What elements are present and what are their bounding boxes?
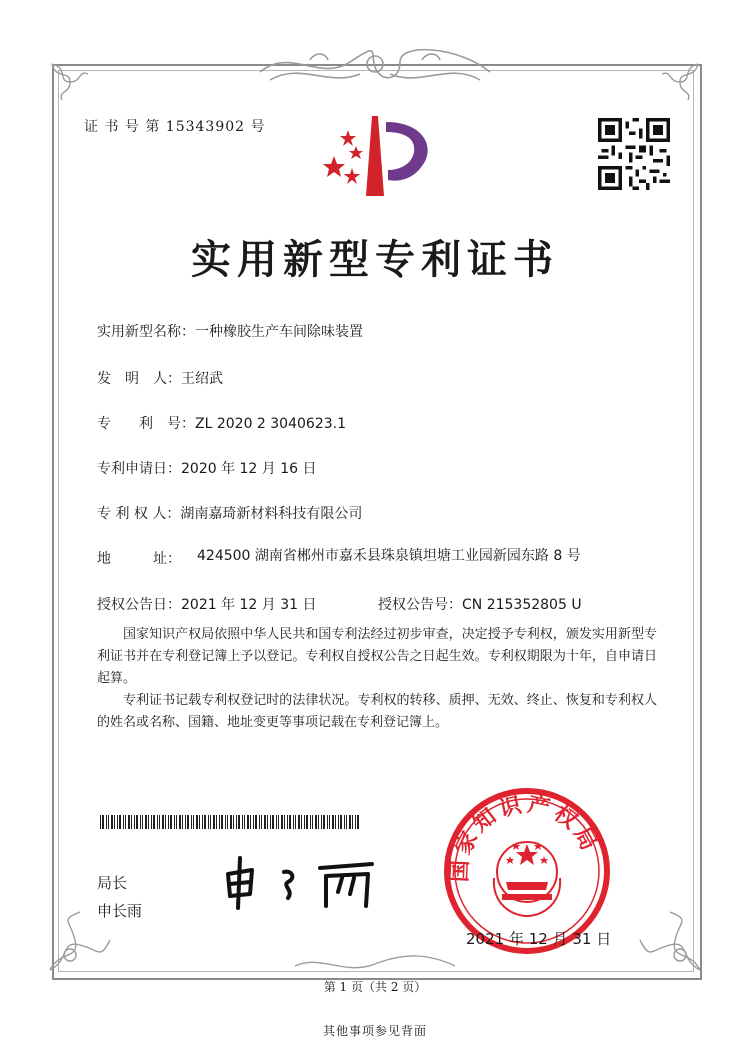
field-value: 王绍武 [181, 371, 223, 387]
director-signature-icon [222, 852, 382, 912]
bottom-ornament-icon [290, 952, 460, 978]
top-ornament-icon [250, 42, 500, 92]
field-grant-announcement-number [378, 594, 582, 614]
field-value: 2020 年 12 月 16 日 [181, 461, 317, 477]
field-label: 授权公告号： [378, 597, 462, 613]
field-patent-number [97, 413, 346, 433]
legal-status-paragraph: 专利证书记载专利权登记时的法律状况。专利权的转移、质押、无效、终止、恢复和专利权人的姓名或名称、国籍、地址变更等事项记载在专利登记簿上。 [97, 693, 657, 730]
field-label: 发 明 人： [97, 371, 181, 387]
bureau-director-name: 申长雨 [97, 902, 143, 920]
field-address-value: 424500 湖南省郴州市嘉禾县珠泉镇坦塘工业园新园东路 8 号 [197, 548, 581, 564]
certificate-title: 实用新型专利证书 [191, 237, 559, 283]
field-value: 湖南嘉琦新材料科技有限公司 [180, 506, 363, 522]
seal-text: 国家知识产权局 [447, 792, 603, 883]
svg-text:国家知识产权局 [448, 791, 603, 883]
field-label: 专 利 号： [97, 416, 195, 432]
field-label: 专利申请日： [97, 461, 181, 477]
top-left-corner-ornament-icon [48, 60, 98, 110]
patent-office-emblem-icon [312, 108, 442, 200]
seal-date: 2021 年 12 月 31 日 [466, 930, 612, 948]
legal-statement-paragraph: 国家知识产权局依照中华人民共和国专利法经过初步审查，决定授予专利权，颁发实用新型专利证书并在专利登记簿上予以登记。专利权自授权公告之日起生效。专利权期限为十年，自申请日起算。 [97, 627, 657, 686]
field-value: ZL 2020 2 3040623.1 [195, 416, 346, 432]
field-inventor [97, 368, 223, 388]
certificate-number: 证 书 号 第 15343902 号 [84, 119, 266, 135]
bottom-right-corner-ornament-icon [630, 900, 710, 980]
field-application-date [97, 458, 317, 478]
field-value: 一种橡胶生产车间除味装置 [195, 324, 363, 340]
field-label: 地 址： [97, 551, 181, 567]
field-value: 2021 年 12 月 31 日 [181, 597, 317, 613]
field-label: 专 利 权 人： [97, 506, 181, 522]
qr-code-icon [598, 118, 670, 190]
barcode-icon [100, 815, 360, 829]
field-patentee [97, 503, 362, 523]
bureau-title: 局长 [97, 874, 128, 892]
field-value: CN 215352805 U [462, 597, 582, 613]
top-right-corner-ornament-icon [652, 60, 702, 110]
footer-note: 其他事项参见背面 [322, 1024, 427, 1038]
field-label: 实用新型名称： [97, 324, 195, 340]
field-address [97, 548, 181, 568]
page-indicator: 第 1 页（共 2 页） [323, 980, 427, 994]
field-label: 授权公告日： [97, 597, 181, 613]
field-grant-announcement-date [97, 594, 317, 614]
field-utility-model-name [97, 321, 363, 341]
